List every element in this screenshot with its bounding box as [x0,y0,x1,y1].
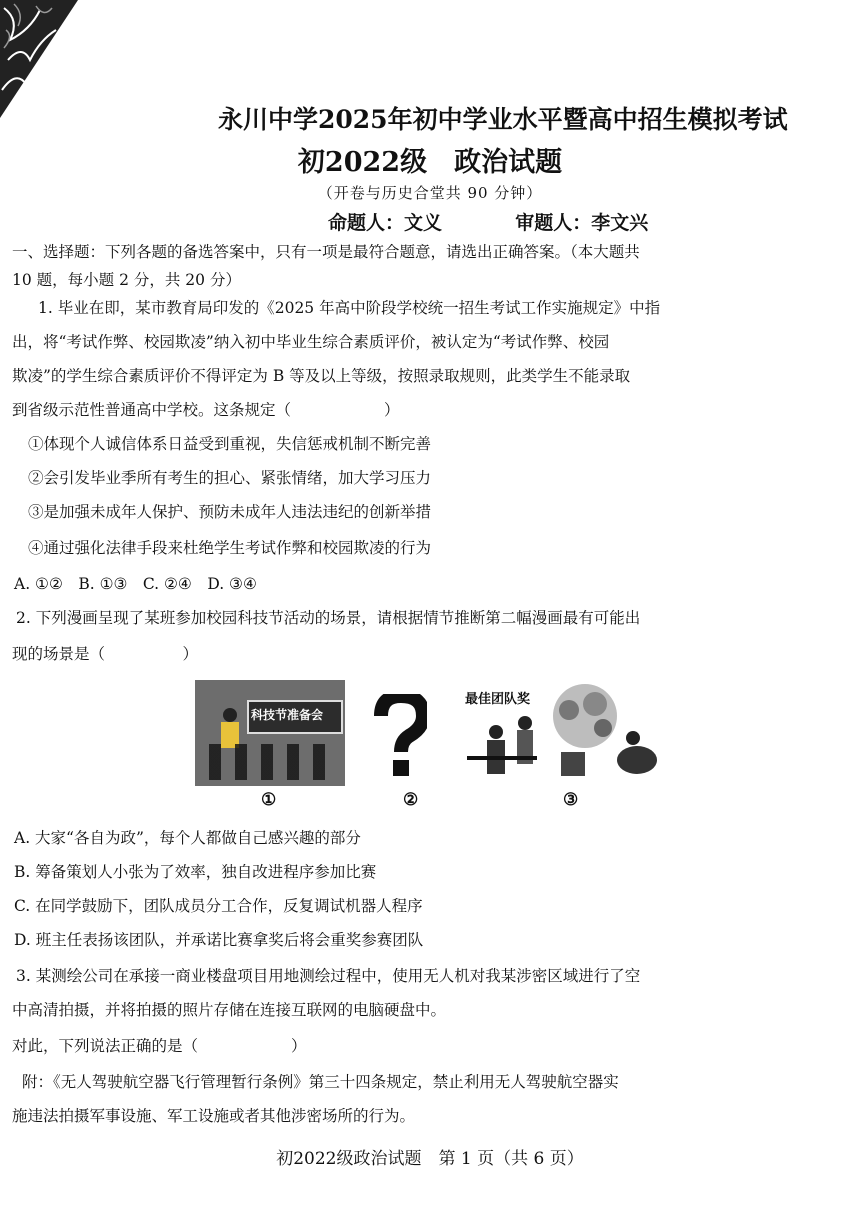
comic-panel-2-label: ② [403,790,419,810]
q1-statement-2: ②会引发毕业季所有考生的担心、紧张情绪，加大学习压力 [28,469,432,487]
exam-title: 永川中学2025年初中学业水平暨高中招生模拟考试 [218,105,788,134]
q1-options: A. ①② B. ①③ C. ②④ D. ③④ [14,575,257,593]
comic-panel-1-sign: 科技节准备会 [251,708,324,722]
q2-stem-line2: 现的场景是（ ） [12,645,199,663]
page-footer: 初2022级政治试题 第 1 页（共 6 页） [276,1149,584,1169]
corner-pattern-decoration [0,0,78,118]
q2-option-b: B. 筹备策划人小张为了效率，独自改进程序参加比赛 [14,863,377,881]
comic-panel-1-label: ① [261,790,277,810]
q1-stem-line2: 出，将“考试作弊、校园欺凌”纳入初中毕业生综合素质评价，被认定为“考试作弊、校园 [12,333,610,351]
question-setter: 命题人：文义 [328,212,443,234]
q1-stem-line3: 欺凌”的学生综合素质评价不得评定为 B 等及以上等级，按照录取规则，此类学生不能录取 [12,367,631,385]
q3-appendix-line2: 施违法拍摄军事设施、军工设施或者其他涉密场所的行为。 [12,1107,416,1125]
section-instruction-line1: 一、选择题：下列各题的备选答案中，只有一项是最符合题意，请选出正确答案。（本大题共 [12,243,640,261]
q3-appendix-line1: 附：《无人驾驶航空器飞行管理暂行条例》第三十四条规定，禁止利用无人驾驶航空器实 [22,1073,619,1091]
section-instruction-line2: 10 题，每小题 2 分，共 20 分） [12,271,241,289]
q1-statement-4: ④通过强化法律手段来杜绝学生考试作弊和校园欺凌的行为 [28,539,432,557]
q1-stem-line1: 1. 毕业在即，某市教育局印发的《2025 年高中阶段学校统一招生考试工作实施规定》中指 [38,299,661,317]
comic-panel-3 [457,680,667,786]
team-award-illustration [457,680,667,786]
exam-duration-note: （开卷与历史合堂共 90 分钟） [317,184,543,202]
q3-stem-line2: 中高清拍摄，并将拍摄的照片存储在连接互联网的电脑硬盘中。 [12,1001,447,1019]
q1-statement-3: ③是加强未成年人保护、预防未成年人违法违纪的创新举措 [28,503,432,521]
q3-stem-line3: 对此，下列说法正确的是（ ） [12,1037,307,1055]
q1-statement-1: ①体现个人诚信体系日益受到重视，失信惩戒机制不断完善 [28,435,432,453]
comic-panel-1 [195,680,345,786]
exam-subtitle: 初2022级 政治试题 [297,147,563,178]
q1-stem-line4: 到省级示范性普通高中学校。这条规定（ ） [12,401,400,419]
comic-panel-3-caption: 最佳团队奖 [465,692,531,707]
authors-line [328,208,648,235]
comic-panel-3-label: ③ [563,790,579,810]
q2-option-a: A. 大家“各自为政”，每个人都做自己感兴趣的部分 [14,829,361,847]
comic-strip [195,680,835,810]
q2-option-c: C. 在同学鼓励下，团队成员分工合作，反复调试机器人程序 [14,897,423,915]
question-reviewer: 审题人：李文兴 [515,212,649,234]
q2-stem-line1: 2. 下列漫画呈现了某班参加校园科技节活动的场景，请根据情节推断第二幅漫画最有可能出 [16,609,641,627]
q2-option-d: D. 班主任表扬该团队，并承诺比赛拿奖后将会重奖参赛团队 [14,931,424,949]
q3-stem-line1: 3. 某测绘公司在承接一商业楼盘项目用地测绘过程中，使用无人机对我某涉密区域进行了空 [16,967,641,985]
comic-panel-2-question-mark-icon [373,694,427,782]
